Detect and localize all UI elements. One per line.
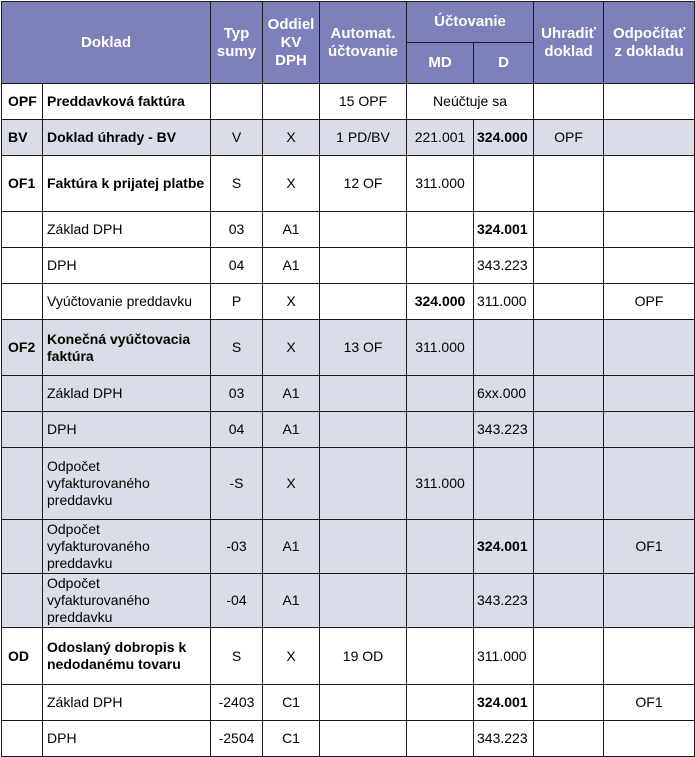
row-auto [320,520,407,574]
row-uhradit [534,156,604,212]
row-d: 343.223 [474,248,534,284]
row-code [2,212,43,248]
row-typ: 04 [211,412,263,448]
table-row [2,212,695,248]
row-code: OF1 [2,156,43,212]
row-oddiel: C1 [263,685,320,721]
row-auto: 12 OF [320,156,407,212]
row-typ: S [211,628,263,685]
row-uhradit [534,685,604,721]
row-name: Základ DPH [43,685,211,721]
row-code [2,721,43,757]
row-d: 311.000 [474,628,534,685]
row-md [407,520,474,574]
row-odpocitat: OF1 [604,685,695,721]
table-row [2,685,695,721]
row-d: 324.001 [474,520,534,574]
row-md [407,721,474,757]
header-row-1 [2,2,695,43]
row-uhradit [534,574,604,628]
row-md: 324.000 [407,284,474,320]
row-name: Konečná vyúčtovacia faktúra [43,320,211,376]
row-auto: 15 OPF [320,84,407,120]
row-auto [320,412,407,448]
row-uhradit [534,212,604,248]
row-auto [320,721,407,757]
row-name: Základ DPH [43,376,211,412]
row-name: Vyúčtovanie preddavku [43,284,211,320]
row-auto [320,248,407,284]
row-odpocitat [604,156,695,212]
row-oddiel: A1 [263,248,320,284]
row-oddiel: A1 [263,412,320,448]
table-row [2,284,695,320]
row-auto: 13 OF [320,320,407,376]
row-odpocitat [604,248,695,284]
table-row-opf [2,84,695,120]
row-code [2,685,43,721]
row-d: 324.000 [474,120,534,156]
row-code: OD [2,628,43,685]
table-row-bv [2,120,695,156]
row-odpocitat [604,721,695,757]
row-d: 6xx.000 [474,376,534,412]
header-doklad: Doklad [2,2,211,84]
row-auto [320,574,407,628]
row-md [407,376,474,412]
row-md: 311.000 [407,320,474,376]
accounting-table [1,1,695,757]
row-uhradit [534,84,604,120]
row-uhradit [534,376,604,412]
row-name: Faktúra k prijatej platbe [43,156,211,212]
row-oddiel [263,84,320,120]
row-auto: 19 OD [320,628,407,685]
row-d [474,320,534,376]
row-name: DPH [43,721,211,757]
row-oddiel: A1 [263,212,320,248]
row-uhradit [534,284,604,320]
header-d: D [474,43,534,84]
row-auto [320,685,407,721]
header-md: MD [407,43,474,84]
row-uhradit: OPF [534,120,604,156]
row-code [2,248,43,284]
row-d: 324.001 [474,212,534,248]
row-oddiel: C1 [263,721,320,757]
row-oddiel: A1 [263,574,320,628]
row-code [2,376,43,412]
row-code [2,284,43,320]
header-typ-sumy: Typ sumy [211,2,263,84]
row-typ: -S [211,448,263,520]
row-code [2,448,43,520]
row-auto [320,448,407,520]
row-name: Preddavková faktúra [43,84,211,120]
row-oddiel: X [263,320,320,376]
row-typ: -04 [211,574,263,628]
table-row-od [2,628,695,685]
header-odpocitat-z-dokladu: Odpočítať z dokladu [604,2,695,84]
table-row [2,721,695,757]
table-row [2,520,695,574]
header-automat-uctovanie: Automat. účtovanie [320,2,407,84]
row-uhradit [534,320,604,376]
row-oddiel: A1 [263,520,320,574]
row-auto [320,376,407,412]
row-odpocitat [604,628,695,685]
table-row [2,412,695,448]
row-name: DPH [43,412,211,448]
row-odpocitat [604,320,695,376]
row-d: 343.223 [474,412,534,448]
row-uhradit [534,520,604,574]
header-oddiel-kv-dph: Oddiel KV DPH [263,2,320,84]
row-name: Odoslaný dobropis k nedodanému tovaru [43,628,211,685]
row-auto: 1 PD/BV [320,120,407,156]
row-name: Odpočet vyfakturovaného preddavku [43,520,211,574]
row-oddiel: X [263,628,320,685]
row-md: 311.000 [407,156,474,212]
row-typ: 04 [211,248,263,284]
row-odpocitat [604,84,695,120]
row-typ: 03 [211,376,263,412]
row-uhradit [534,721,604,757]
row-name: Odpočet vyfakturovaného preddavku [43,448,211,520]
row-d: 343.223 [474,721,534,757]
row-odpocitat: OF1 [604,520,695,574]
row-uctovanie-merged: Neúčtuje sa [407,84,534,120]
row-typ: -2504 [211,721,263,757]
row-typ: S [211,320,263,376]
row-md [407,574,474,628]
row-auto [320,284,407,320]
row-name: Odpočet vyfakturovaného preddavku [43,574,211,628]
table-row [2,448,695,520]
row-d: 324.001 [474,685,534,721]
row-md [407,248,474,284]
row-odpocitat [604,212,695,248]
header-uhradit-doklad: Uhradiť doklad [534,2,604,84]
row-code: BV [2,120,43,156]
table-row-of2 [2,320,695,376]
row-uhradit [534,448,604,520]
table-row [2,574,695,628]
row-odpocitat: OPF [604,284,695,320]
row-md [407,412,474,448]
row-d: 343.223 [474,574,534,628]
row-oddiel: X [263,448,320,520]
header-uctovanie: Účtovanie [407,2,534,43]
row-d: 311.000 [474,284,534,320]
row-md: 311.000 [407,448,474,520]
row-uhradit [534,628,604,685]
row-typ: P [211,284,263,320]
row-d [474,448,534,520]
row-uhradit [534,248,604,284]
row-oddiel: X [263,284,320,320]
row-code [2,574,43,628]
row-typ: -03 [211,520,263,574]
row-code [2,520,43,574]
row-odpocitat [604,412,695,448]
row-oddiel: A1 [263,376,320,412]
row-md [407,628,474,685]
row-code [2,412,43,448]
row-typ: V [211,120,263,156]
row-typ: 03 [211,212,263,248]
row-typ: -2403 [211,685,263,721]
row-oddiel: X [263,156,320,212]
row-typ [211,84,263,120]
row-md [407,685,474,721]
row-name: DPH [43,248,211,284]
row-oddiel: X [263,120,320,156]
row-code: OF2 [2,320,43,376]
row-md [407,212,474,248]
row-typ: S [211,156,263,212]
row-d [474,156,534,212]
row-code: OPF [2,84,43,120]
row-odpocitat [604,120,695,156]
row-odpocitat [604,448,695,520]
table-row-of1 [2,156,695,212]
row-md: 221.001 [407,120,474,156]
row-name: Základ DPH [43,212,211,248]
row-odpocitat [604,376,695,412]
row-name: Doklad úhrady - BV [43,120,211,156]
table-row [2,248,695,284]
table-row [2,376,695,412]
row-uhradit [534,412,604,448]
row-odpocitat [604,574,695,628]
row-auto [320,212,407,248]
